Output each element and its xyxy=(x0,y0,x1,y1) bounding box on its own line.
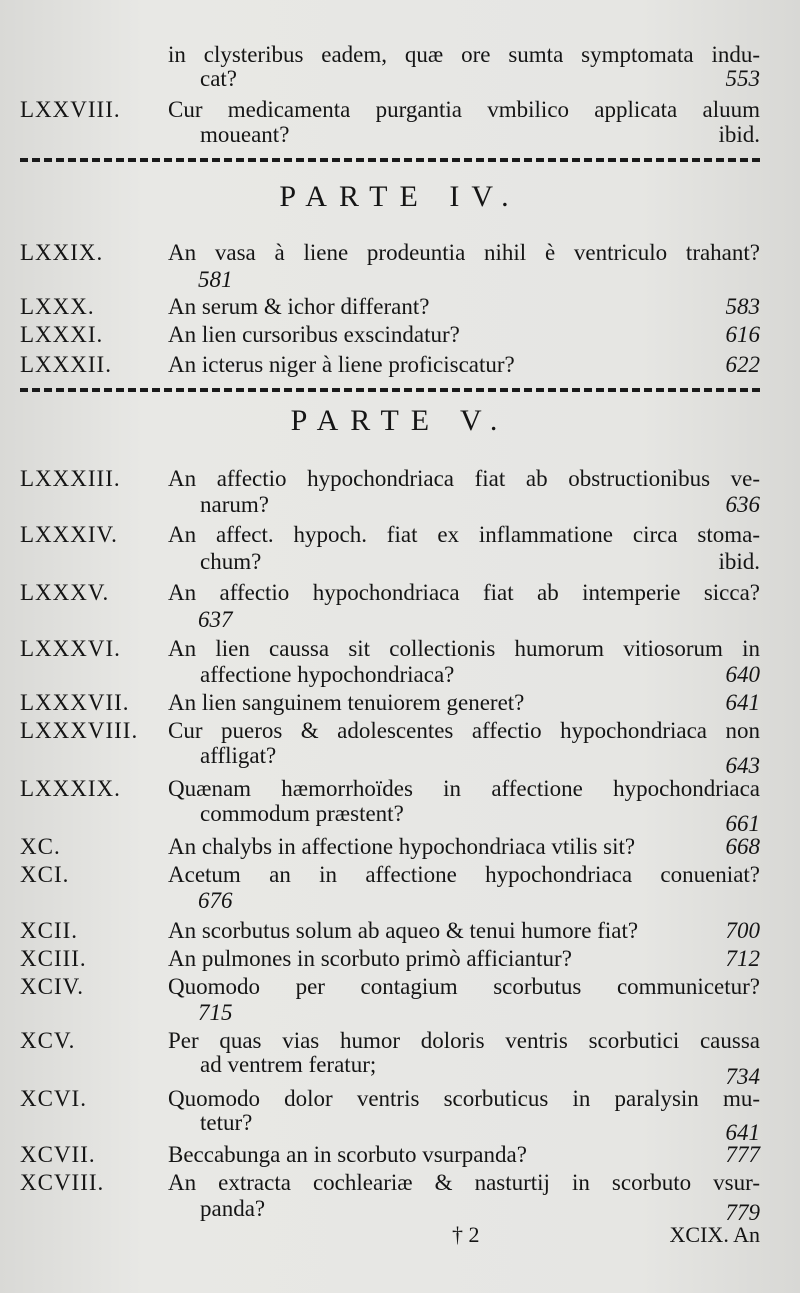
page-number: 553 xyxy=(725,66,760,91)
page-number: 616 xyxy=(725,322,760,347)
page-number: 637 xyxy=(198,607,233,632)
section-rule xyxy=(20,388,760,392)
entry-line: An scorbutus solum ab aqueo & tenui humore fiat? xyxy=(168,918,639,943)
entry-number: LXXXVI. xyxy=(20,636,121,661)
entry-line: An icterus niger à liene proficiscatur? xyxy=(168,352,515,377)
page-number: 700 xyxy=(725,918,760,943)
entry-line: in clysteribus eadem, quæ ore sumta symptomata indu- xyxy=(168,42,760,67)
part-heading: PARTE IV. xyxy=(279,180,521,213)
entry-line: An serum & ichor differant? xyxy=(168,294,430,319)
entry-line: cat? xyxy=(200,66,238,91)
page-number: 583 xyxy=(725,294,760,319)
entry-line: panda? xyxy=(200,1196,266,1221)
entry-line: An lien caussa sit collectionis humorum vitiosorum in xyxy=(168,636,760,661)
entry-line: tetur? xyxy=(200,1110,253,1135)
page-number: 641 xyxy=(725,1120,760,1145)
page-number: ibid. xyxy=(718,549,760,574)
entry-number: XCVII. xyxy=(20,1142,96,1167)
page-number: 622 xyxy=(725,352,760,377)
entry-line: commodum præstent? xyxy=(200,801,404,826)
entry-line: Cur medicamenta purgantia vmbilico applicata aluum xyxy=(168,97,760,122)
page-number: 734 xyxy=(725,1064,760,1089)
entry-number: LXXXIX. xyxy=(20,776,121,801)
page-number: ibid. xyxy=(718,122,760,147)
entry-line: affectione hypochondriaca? xyxy=(200,662,455,687)
entry-number: LXXXVIII. xyxy=(20,718,139,743)
entry-number: XC. xyxy=(20,834,61,859)
page-number: 715 xyxy=(198,1000,233,1025)
section-rule xyxy=(20,158,760,162)
entry-line: moueant? xyxy=(200,122,290,147)
part-heading: PARTE V. xyxy=(290,404,510,437)
entry-number: XCIII. xyxy=(20,946,87,971)
entry-line: An lien sanguinem tenuiorem generet? xyxy=(168,690,525,715)
entry-number: XCI. xyxy=(20,862,70,887)
page-number: 581 xyxy=(198,267,233,292)
page-number: 641 xyxy=(725,690,760,715)
page-number: 636 xyxy=(725,492,760,517)
entry-number: XCIV. xyxy=(20,974,85,999)
entry-line: An affect. hypoch. fiat ex inflammatione circa stoma- xyxy=(168,522,760,547)
page-number: 643 xyxy=(725,753,760,778)
entry-number: LXXIX. xyxy=(20,240,104,265)
entry-number: XCVI. xyxy=(20,1086,87,1111)
page-number: 712 xyxy=(725,946,760,971)
entry-line: An pulmones in scorbuto primò afficiantur? xyxy=(168,946,572,971)
page-number: 661 xyxy=(725,811,760,836)
entry-line: ad ventrem feratur; xyxy=(200,1052,377,1077)
entry-number: LXXXI. xyxy=(20,322,104,347)
page-number: 668 xyxy=(725,834,760,859)
entry-line: An chalybs in affectione hypochondriaca vtilis sit? xyxy=(168,834,636,859)
entry-line: Per quas vias humor doloris ventris scorbutici caussa xyxy=(168,1028,760,1053)
entry-number: XCV. xyxy=(20,1028,76,1053)
entry-number: XCVIII. xyxy=(20,1170,105,1195)
entry-line: Quomodo per contagium scorbutus communicetur? xyxy=(168,974,760,999)
entry-number: LXXXIV. xyxy=(20,522,118,547)
entry-number: XCII. xyxy=(20,918,79,943)
entry-line: Quænam hæmorrhoïdes in affectione hypochondriaca xyxy=(168,776,760,801)
page-number: 777 xyxy=(725,1142,760,1167)
signature-mark: † 2 xyxy=(452,1222,480,1247)
entry-number: LXXXV. xyxy=(20,580,110,605)
entry-line: An affectio hypochondriaca fiat ab intemperie sicca? xyxy=(168,580,760,605)
entry-number: LXXXIII. xyxy=(20,466,121,491)
page-number: 779 xyxy=(725,1200,760,1225)
entry-line: Acetum an in affectione hypochondriaca conueniat? xyxy=(168,862,760,887)
entry-line: An affectio hypochondriaca fiat ab obstructionibus ve- xyxy=(168,466,760,491)
entry-number: LXXXII. xyxy=(20,352,112,377)
entry-number: LXXX. xyxy=(20,294,95,319)
entry-line: An lien cursoribus exscindatur? xyxy=(168,322,460,347)
entry-number: LXXXVII. xyxy=(20,690,130,715)
page-number: 640 xyxy=(725,662,760,687)
page-number: 676 xyxy=(198,888,233,913)
entry-line: chum? xyxy=(200,549,262,574)
catchword: XCIX. An xyxy=(669,1222,760,1247)
entry-line: Cur pueros & adolescentes affectio hypochondriaca non xyxy=(168,718,760,743)
entry-line: Quomodo dolor ventris scorbuticus in paralysin mu- xyxy=(168,1086,760,1111)
entry-number: LXXVIII. xyxy=(20,97,121,122)
entry-line: An vasa à liene prodeuntia nihil è ventriculo trahant? xyxy=(168,240,760,265)
entry-line: Beccabunga an in scorbuto vsurpanda? xyxy=(168,1142,527,1167)
entry-line: narum? xyxy=(200,492,269,517)
entry-line: An extracta cochleariæ & nasturtij in scorbuto vsur- xyxy=(168,1170,760,1195)
entry-line: affligat? xyxy=(200,743,277,768)
